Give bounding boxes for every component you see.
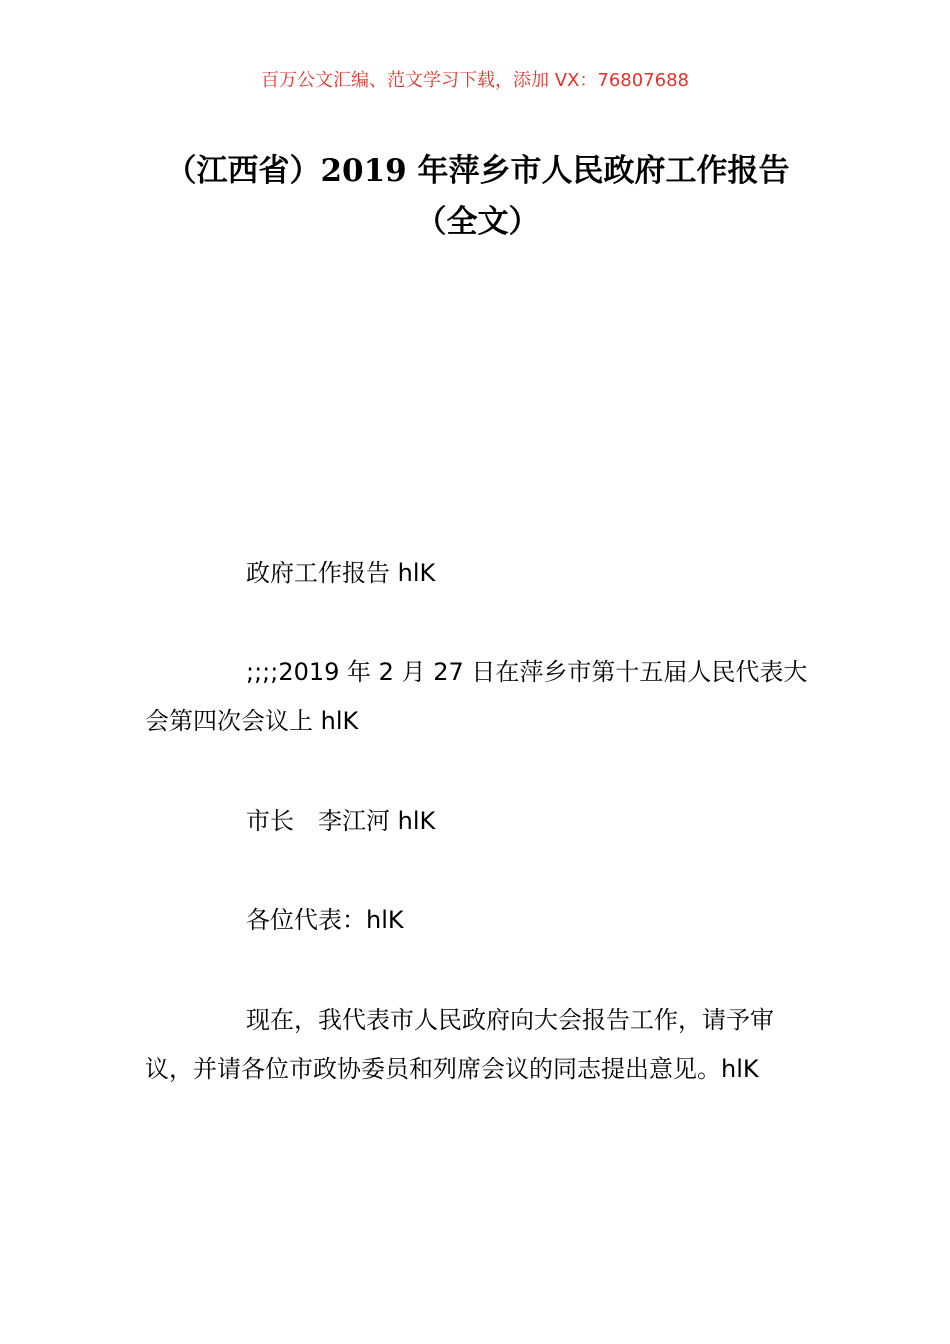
- header-promo-note: 百万公文汇编、范文学习下载，添加 VX：76807688: [261, 70, 689, 91]
- paragraph-speaker: 市长 李江河 hlK: [246, 807, 436, 835]
- paragraph-opening: 现在，我代表市人民政府向大会报告工作，请予审议，并请各位市政协委员和列席会议的同志提出意见。hlK: [145, 1006, 774, 1083]
- paragraph-salutation: 各位代表：hlK: [246, 906, 404, 934]
- document-title: （江西省）2019 年萍乡市人民政府工作报告（全文）: [165, 153, 790, 240]
- paragraph-meeting-info: ;;;;2019 年 2 月 27 日在萍乡市第十五届人民代表大会第四次会议上 hlK: [145, 658, 808, 735]
- paragraph-report-heading: 政府工作报告 hlK: [246, 559, 436, 587]
